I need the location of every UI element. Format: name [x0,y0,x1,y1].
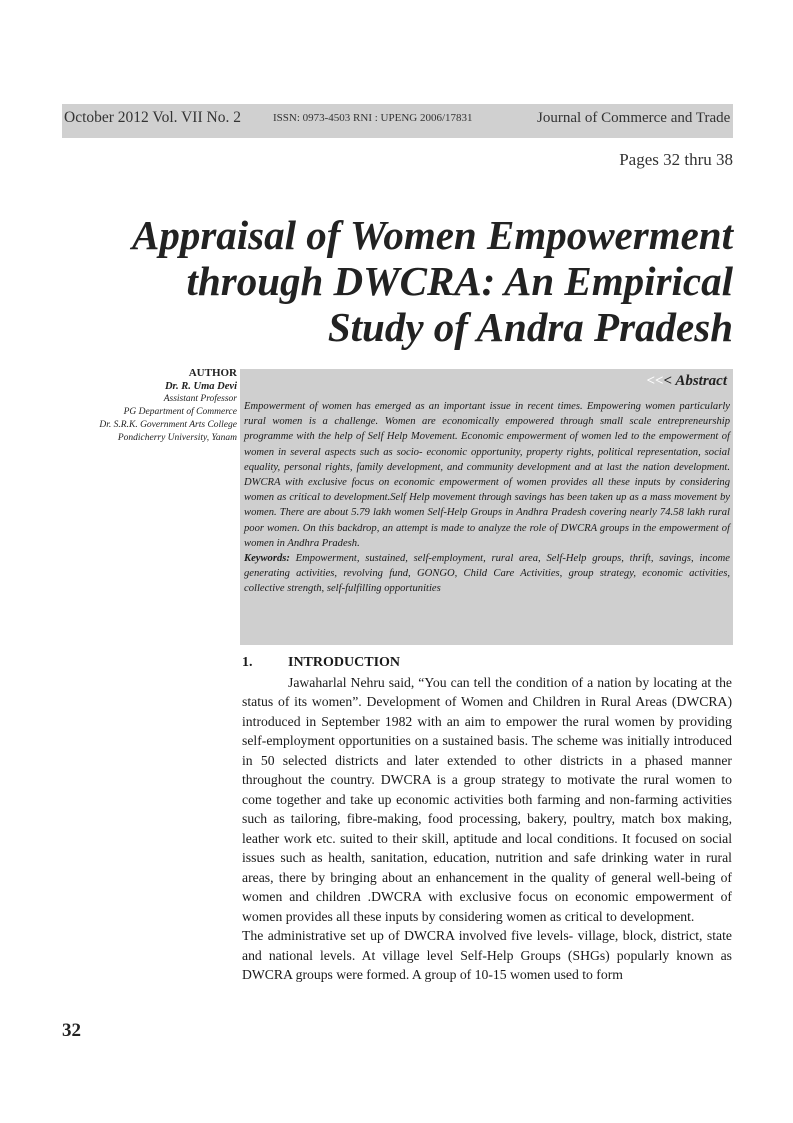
keywords-text: Empowerment, sustained, self-employment, rural area, Self-Help groups, thrift, savings, income generating activities, revolving fund, GONGO, Child Care Activities, group strategy, economic activities, collective strength, self-fulfilling opportunities [244,553,730,595]
page-range: Pages 32 thru 38 [619,150,733,169]
section-title: INTRODUCTION [288,655,401,670]
abstract-label-text: Abstract [675,373,727,389]
abstract-arrows: << [646,373,664,389]
author-block [56,366,237,445]
header-journal: Journal of Commerce and Trade [537,110,731,126]
author-name: Dr. R. Uma Devi [164,381,237,392]
author-department: PG Department of Commerce [123,407,237,417]
header-issue: October 2012 Vol. VII No. 2 [64,109,241,126]
abstract-arrow-last: < [663,373,673,389]
keywords-label: Keywords: [244,553,290,565]
author-university: Pondicherry University, Yanam [117,433,237,443]
intro-paragraph-2: The administrative set up of DWCRA involved five levels- village, block, district, state and national levels. At village level Self-Help Groups (SHGs) popularly known as DWCRA groups were formed. A group of 10-15 women used to form [242,928,732,982]
introduction-heading [242,653,732,673]
section-number: 1. [242,655,253,670]
title-line-2: through DWCRA: An Empirical [186,258,733,304]
abstract-body [244,399,730,597]
article-title [73,212,733,350]
keywords [244,551,730,597]
page-number: 32 [62,1020,81,1041]
header-issn: ISSN: 0973-4503 RNI : UPENG 2006/17831 [273,112,473,124]
intro-paragraph-1: Jawaharlal Nehru said, “You can tell the condition of a nation by locating at the status of its women”. Development of Women and Children in Rural Areas (DWCRA) introduced in September 1982 with an aim to empower the rural women by providing self-employment opportunities on a sustained basis. The scheme was initially introduced in 50 selected districts and later extended to other districts in a phased manner throughout the country. DWCRA is a group strategy to motivate the rural women to come together and take up economic activities both farming and non-farming activities such as tailoring, fibre-making, food processing, bakery, poultry, match box making, leather work etc. suited to their skill, aptitude and local conditions. It focused on social issues such as health, sanitation, education, nutrition and safe drinking water in rural areas, there by bringing about an enhancement in the quality of general well-being of women and children .DWCRA with exclusive focus on economic empowerment of women provides all these inputs by considering women as critical to development. [242,674,732,924]
abstract-label [646,373,727,390]
author-college: Dr. S.R.K. Government Arts College [99,420,237,430]
title-line-3: Study of Andra Pradesh [327,304,733,350]
introduction-section [242,653,732,985]
abstract-box [240,369,733,645]
title-line-1: Appraisal of Women Empowerment [131,212,733,258]
author-heading: AUTHOR [188,367,237,379]
author-position: Assistant Professor [163,394,237,404]
abstract-paragraph: Empowerment of women has emerged as an important issue in recent times. Empowering women particularly rural women is a challenge. Women are economically empowered through small scale entrepreneurship programme with the help of Self Help Movement. Economic empowerment of women led to the empowerment of women in several aspects such as socio- economic opportunity, property rights, political representation, social equality, personal rights, family development, and community development and at last the nation development. DWCRA with exclusive focus on economic empowerment of women provides all these inputs by considering women as critical to development.Self Help movement through savings has been taken up as a mass movement by women. There are about 5.79 lakh women Self-Help Groups in Andhra Pradesh covering nearly 74.58 lakh rural poor women. On this backdrop, an attempt is made to analyze the role of DWCRA groups in the empowerment of women in Andhra Pradesh. [244,401,730,549]
